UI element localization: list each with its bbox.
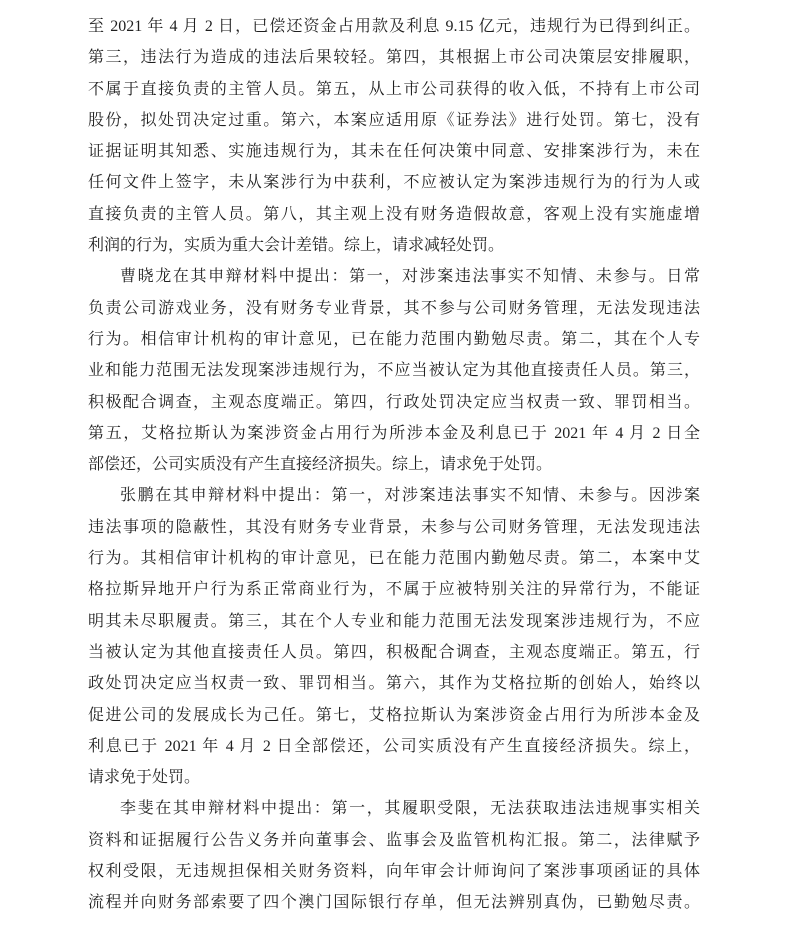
text-line: 流程并向财务部索要了四个澳门国际银行存单，但无法辨别真伪，已勤勉尽责。 [88,894,700,912]
text-line: 促进公司的发展成长为己任。第七，艾格拉斯认为案涉资金占用行为所涉本金及 [88,706,700,724]
text-line: 当被认定为其他直接责任人员。第四，积极配合调查，主观态度端正。第五，行 [88,643,700,661]
paragraph-zhang-peng-defense [88,480,700,793]
text-line: 行为。相信审计机构的审计意见，已在能力范围内勤勉尽责。第二，其在个人专 [88,330,700,348]
text-line: 政处罚决定应当权责一致、罪罚相当。第六，其作为艾格拉斯的创始人，始终以 [88,675,700,693]
paragraph-li-fei-defense [88,793,700,918]
text-line: 违法事项的隐蔽性，其没有财务专业背景，未参与公司财务管理，无法发现违法 [88,518,700,536]
text-line: 行为。其相信审计机构的审计意见，已在能力范围内勤勉尽责。第二，本案中艾 [88,550,700,568]
text-line: 不属于直接负责的主管人员。第五，从上市公司获得的收入低，不持有上市公司 [88,80,700,98]
text-line: 部偿还，公司实质没有产生直接经济损失。综上，请求免于处罚。 [88,456,553,474]
text-line: 负责公司游戏业务，没有财务专业背景，其不参与公司财务管理，无法发现违法 [88,299,700,317]
text-line: 直接负责的主管人员。第八，其主观上没有财务造假故意，客观上没有实施虚增 [88,205,700,223]
paragraph-continuation-defense [88,11,700,261]
text-line: 业和能力范围无法发现案涉违规行为，不应当被认定为其他直接责任人员。第三， [88,362,700,380]
text-line: 利润的行为，实质为重大会计差错。综上，请求减轻处罚。 [88,237,505,255]
text-line: 第五，艾格拉斯认为案涉资金占用行为所涉本金及利息已于 2021 年 4 月 2 日全 [88,424,700,442]
text-line: 任何文件上签字，未从案涉行为中获利，不应被认定为案涉违规行为的行为人或 [88,174,700,192]
text-line: 利息已于 2021 年 4 月 2 日全部偿还，公司实质没有产生直接经济损失。综上， [88,737,700,755]
text-line: 证据证明其知悉、实施违规行为，其未在任何决策中同意、安排案涉行为，未在 [88,143,700,161]
text-line: 张鹏在其申辩材料中提出：第一，对涉案违法事实不知情、未参与。因涉案 [120,487,700,505]
text-line: 格拉斯异地开户行为系正常商业行为，不属于应被特别关注的异常行为，不能证 [88,581,700,599]
text-line: 明其未尽职履责。第三，其在个人专业和能力范围无法发现案涉违规行为，不应 [88,612,700,630]
text-line: 权利受限，无违规担保相关财务资料，向年审会计师询问了案涉事项函证的具体 [88,863,700,881]
text-line: 股份，拟处罚决定过重。第六，本案应适用原《证券法》进行处罚。第七，没有 [88,111,700,129]
text-line: 曹晓龙在其申辩材料中提出：第一，对涉案违法事实不知情、未参与。日常 [120,268,700,286]
text-line: 第三，违法行为造成的违法后果较轻。第四，其根据上市公司决策层安排履职， [88,49,700,67]
text-line: 李斐在其申辩材料中提出：第一，其履职受限，无法获取违法违规事实相关 [120,800,700,818]
text-line: 积极配合调查，主观态度端正。第四，行政处罚决定应当权责一致、罪罚相当。 [88,393,700,411]
paragraph-cao-xiaolong-defense [88,261,700,480]
text-line: 请求免于处罚。 [88,769,201,787]
text-line: 至 2021 年 4 月 2 日，已偿还资金占用款及利息 9.15 亿元，违规行为已得到纠正。 [88,18,700,35]
document-text-block [88,11,700,919]
text-line: 资料和证据履行公告义务并向董事会、监事会及监管机构汇报。第二，法律赋予 [88,831,700,849]
